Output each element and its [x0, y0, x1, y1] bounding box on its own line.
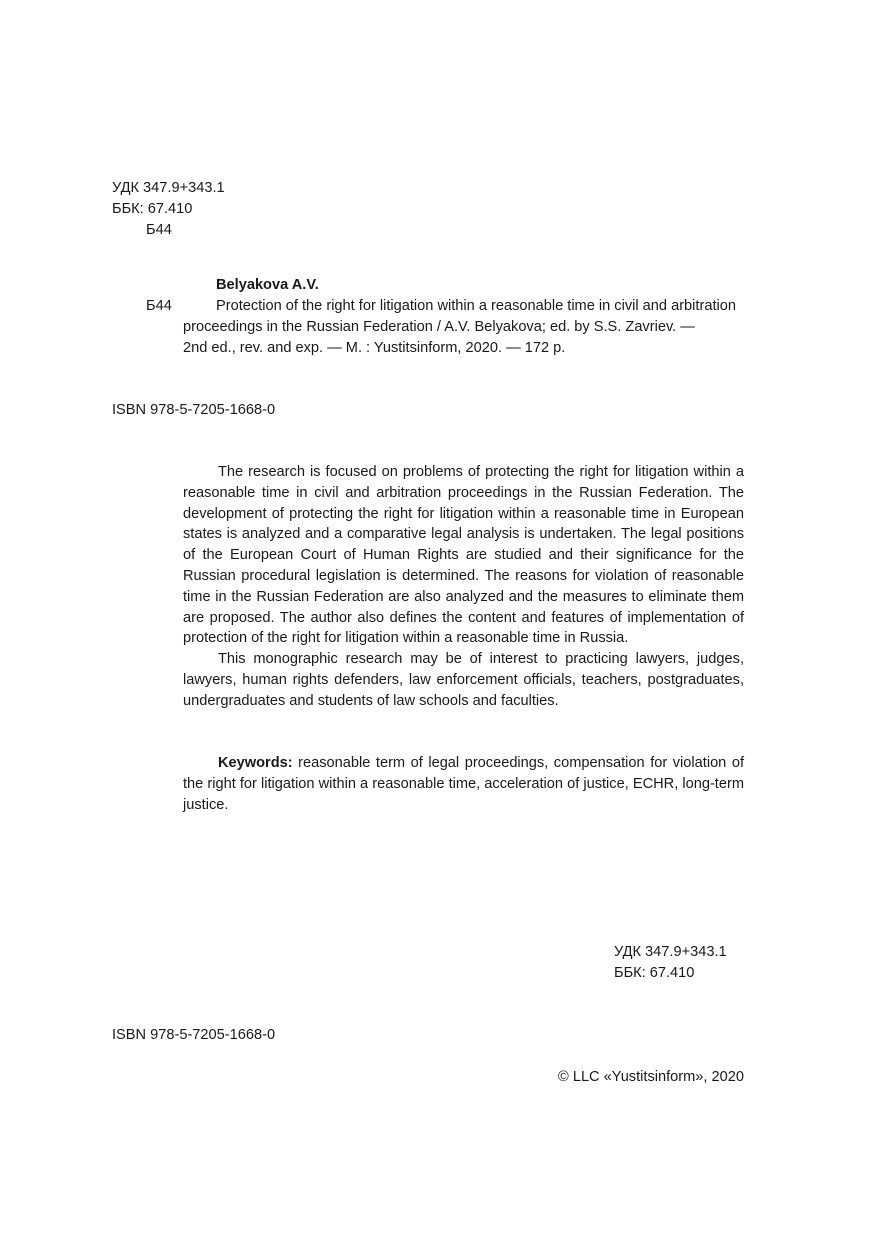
- keywords-text: reasonable term of legal proceedings, compensation for violation of the right for litigation within a reasonable time, acceleration of justice, ECHR, long-term justice.: [183, 755, 745, 813]
- footer-udk-code: УДК 347.9+343.1: [614, 944, 727, 960]
- isbn-top: ISBN 978-5-7205-1668-0: [112, 402, 276, 418]
- bbk-code: ББК: 67.410: [112, 201, 193, 217]
- citation-line-1: Protection of the right for litigation within a reasonable time in civil and arbitration: [216, 298, 736, 314]
- abstract: [183, 462, 744, 712]
- keywords-label: Keywords:: [218, 755, 293, 771]
- author-mark: Б44: [146, 222, 172, 238]
- abstract-paragraph-2: This monographic research may be of interest to practicing lawyers, judges, lawyers, human rights defenders, law enforcement officials, teachers, postgraduates, undergraduates and students of law schools and faculties.: [183, 651, 744, 709]
- udk-code: УДК 347.9+343.1: [112, 180, 225, 196]
- citation-author: Belyakova A.V.: [216, 277, 319, 293]
- citation-line-2: proceedings in the Russian Federation / A.V. Belyakova; ed. by S.S. Zavriev. —: [183, 319, 695, 335]
- citation-mark: Б44: [146, 298, 172, 314]
- citation-line-3: 2nd ed., rev. and exp. — M. : Yustitsinform, 2020. — 172 p.: [183, 340, 566, 356]
- keywords: [183, 753, 744, 815]
- footer-bbk-code: ББК: 67.410: [614, 965, 695, 981]
- isbn-bottom: ISBN 978-5-7205-1668-0: [112, 1027, 276, 1043]
- abstract-paragraph-1: The research is focused on problems of protecting the right for litigation within a reasonable time in civil and arbitration proceedings in the Russian Federation. The development of protecting the right for litigation within a reasonable time in European states is analyzed and a comparative legal analysis is undertaken. The legal positions of the European Court of Human Rights are studied and their significance for the Russian procedural legislation is determined. The reasons for violation of reasonable time in the Russian Federation are also analyzed and the measures to eliminate them are proposed. The author also defines the content and features of implementation of protection of the right for litigation within a reasonable time in Russia.: [183, 464, 744, 647]
- copyright: © LLC «Yustitsinform», 2020: [558, 1069, 744, 1085]
